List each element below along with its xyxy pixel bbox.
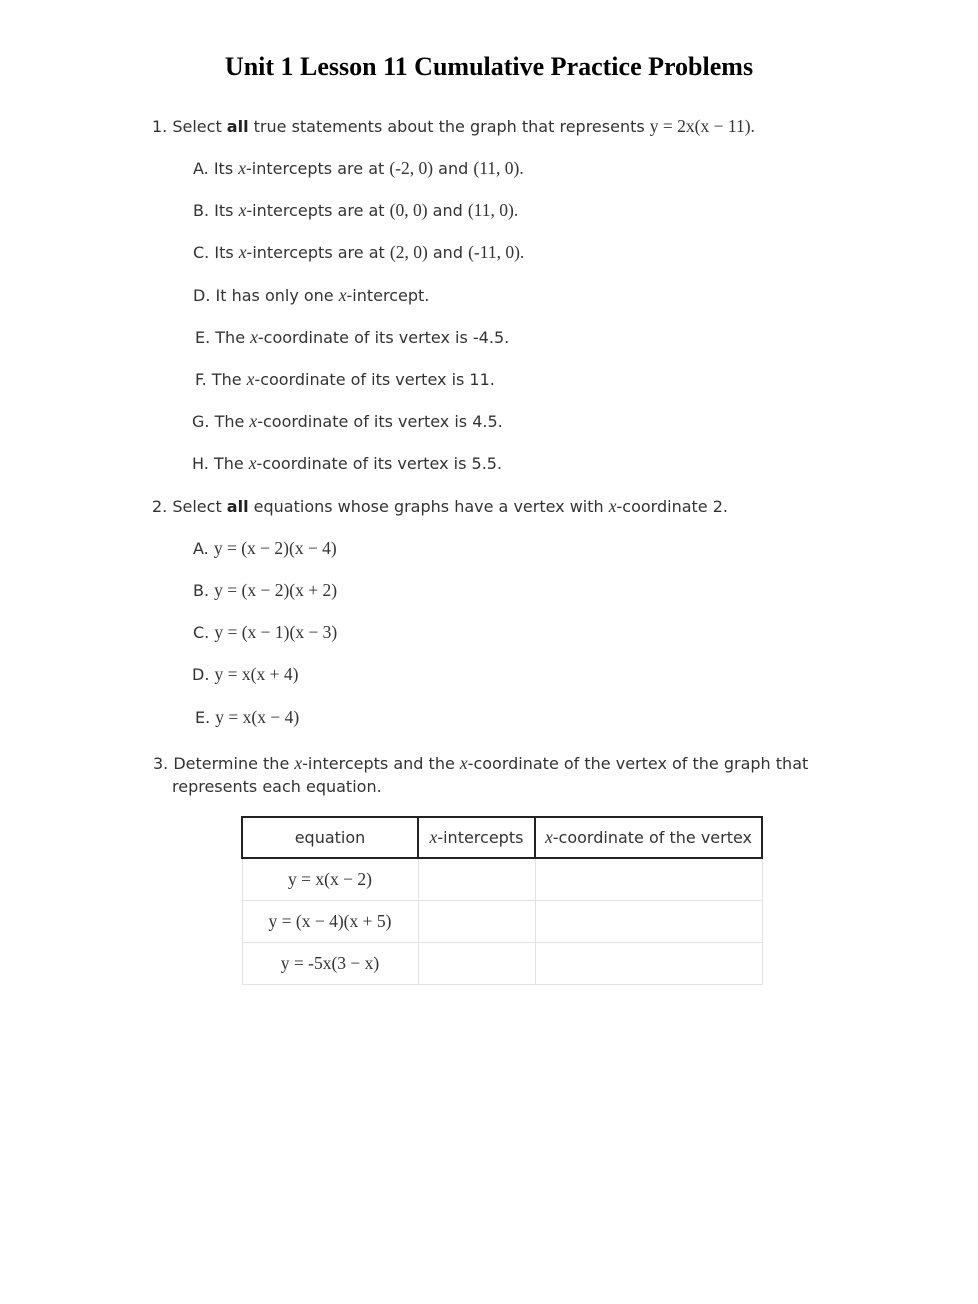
- x-intercepts-answer-cell[interactable]: [418, 858, 535, 901]
- option-text: B. Its: [193, 201, 239, 220]
- header-var: x: [429, 827, 438, 847]
- question-1-prompt: [152, 114, 755, 139]
- x-intercepts-answer-cell[interactable]: [418, 901, 535, 943]
- header-x-intercepts: [418, 817, 535, 858]
- q2-bold: all: [226, 497, 249, 516]
- option-text: F. The: [195, 370, 247, 389]
- equation-cell: y = x(x − 2): [242, 858, 418, 901]
- option-text: and: [433, 159, 474, 178]
- q1-option-h[interactable]: [192, 451, 502, 476]
- option-point: (11, 0).: [473, 158, 524, 178]
- option-text: -intercepts are at: [246, 159, 390, 178]
- option-text: G. The: [192, 412, 250, 431]
- q2-mid: equations whose graphs have a vertex with: [248, 497, 609, 516]
- option-var: x: [250, 327, 258, 347]
- q3-var: x: [294, 753, 303, 773]
- q2-option-b[interactable]: [193, 578, 337, 603]
- option-point: (11, 0).: [467, 200, 519, 220]
- table-row: [242, 858, 762, 901]
- option-text: A. Its: [193, 159, 239, 178]
- option-var: x: [238, 242, 247, 262]
- option-text: -intercept.: [346, 286, 430, 305]
- option-equation: y = (x − 2)(x + 2): [214, 580, 338, 600]
- question-2-prompt: [152, 494, 728, 519]
- option-var: x: [246, 369, 255, 389]
- vertex-answer-cell[interactable]: [535, 858, 762, 901]
- option-var: x: [338, 285, 347, 305]
- option-equation: y = (x − 2)(x − 4): [213, 538, 337, 558]
- q1-option-b[interactable]: [193, 198, 518, 223]
- option-letter: B.: [193, 581, 215, 600]
- option-point: (-2, 0): [389, 158, 434, 178]
- q1-option-c[interactable]: [193, 240, 524, 265]
- q3-text: -intercepts and the: [302, 754, 460, 773]
- equation-cell: y = (x − 4)(x + 5): [242, 901, 418, 943]
- option-text: -coordinate of its vertex is 4.5.: [257, 412, 503, 431]
- q2-post: -coordinate 2.: [616, 497, 728, 516]
- table-row: [242, 901, 762, 943]
- header-var: x: [544, 827, 553, 847]
- q2-option-d[interactable]: [192, 662, 298, 687]
- q1-option-d[interactable]: [193, 283, 429, 308]
- option-text: C. Its: [193, 243, 239, 262]
- option-var: x: [238, 200, 247, 220]
- option-point: (-11, 0).: [468, 242, 525, 262]
- page-title: Unit 1 Lesson 11 Cumulative Practice Problems: [224, 52, 754, 81]
- option-equation: y = x(x + 4): [214, 664, 299, 684]
- option-letter: D.: [192, 665, 215, 684]
- option-equation: y = (x − 1)(x − 3): [214, 622, 338, 642]
- q1-equation: y = 2x(x − 11).: [649, 116, 755, 136]
- header-text: -intercepts: [437, 828, 524, 847]
- table-row: [242, 943, 762, 985]
- q2-option-a[interactable]: [193, 536, 337, 561]
- q2-option-c[interactable]: [193, 620, 337, 645]
- q1-post: true statements about the graph that represents: [248, 117, 650, 136]
- q2-var: x: [608, 496, 617, 516]
- x-intercepts-answer-cell[interactable]: [418, 943, 535, 985]
- q1-option-f[interactable]: [195, 367, 495, 392]
- option-point: (2, 0): [389, 242, 428, 262]
- q1-option-e[interactable]: [195, 325, 509, 350]
- q2-option-e[interactable]: [195, 705, 299, 730]
- option-text: -intercepts are at: [246, 243, 390, 262]
- option-text: E. The: [195, 328, 251, 347]
- q1-option-g[interactable]: [192, 409, 503, 434]
- header-vertex: [535, 817, 762, 858]
- q3-text: 3. Determine the: [153, 754, 295, 773]
- option-var: x: [238, 158, 247, 178]
- answer-table: [241, 816, 763, 985]
- q2-pre: 2. Select: [152, 497, 227, 516]
- question-3-prompt-line1: [153, 751, 808, 776]
- option-point: (0, 0): [389, 200, 428, 220]
- option-var: x: [248, 453, 257, 473]
- option-text: and: [427, 201, 468, 220]
- option-text: -coordinate of its vertex is 5.5.: [256, 454, 503, 473]
- option-text: and: [427, 243, 469, 262]
- q1-bold: all: [226, 117, 249, 136]
- table-header-row: [242, 817, 762, 858]
- option-equation: y = x(x − 4): [215, 707, 300, 727]
- header-text: -coordinate of the vertex: [552, 828, 753, 847]
- option-var: x: [249, 411, 258, 431]
- vertex-answer-cell[interactable]: [535, 901, 762, 943]
- option-text: -coordinate of its vertex is 11.: [254, 370, 495, 389]
- option-text: H. The: [192, 454, 249, 473]
- option-text: -intercepts are at: [246, 201, 390, 220]
- q3-var: x: [459, 753, 468, 773]
- q3-text: -coordinate of the vertex of the graph that: [467, 754, 809, 773]
- q1-pre: 1. Select: [152, 117, 227, 136]
- option-letter: A.: [193, 539, 214, 558]
- option-letter: E.: [195, 708, 216, 727]
- vertex-answer-cell[interactable]: [535, 943, 762, 985]
- equation-cell: y = -5x(3 − x): [242, 943, 418, 985]
- option-letter: C.: [193, 623, 215, 642]
- question-3-prompt-line2: represents each equation.: [172, 777, 382, 796]
- q1-option-a[interactable]: [193, 156, 524, 181]
- option-text: -coordinate of its vertex is -4.5.: [257, 328, 510, 347]
- option-text: D. It has only one: [193, 286, 339, 305]
- header-equation: equation: [242, 817, 418, 858]
